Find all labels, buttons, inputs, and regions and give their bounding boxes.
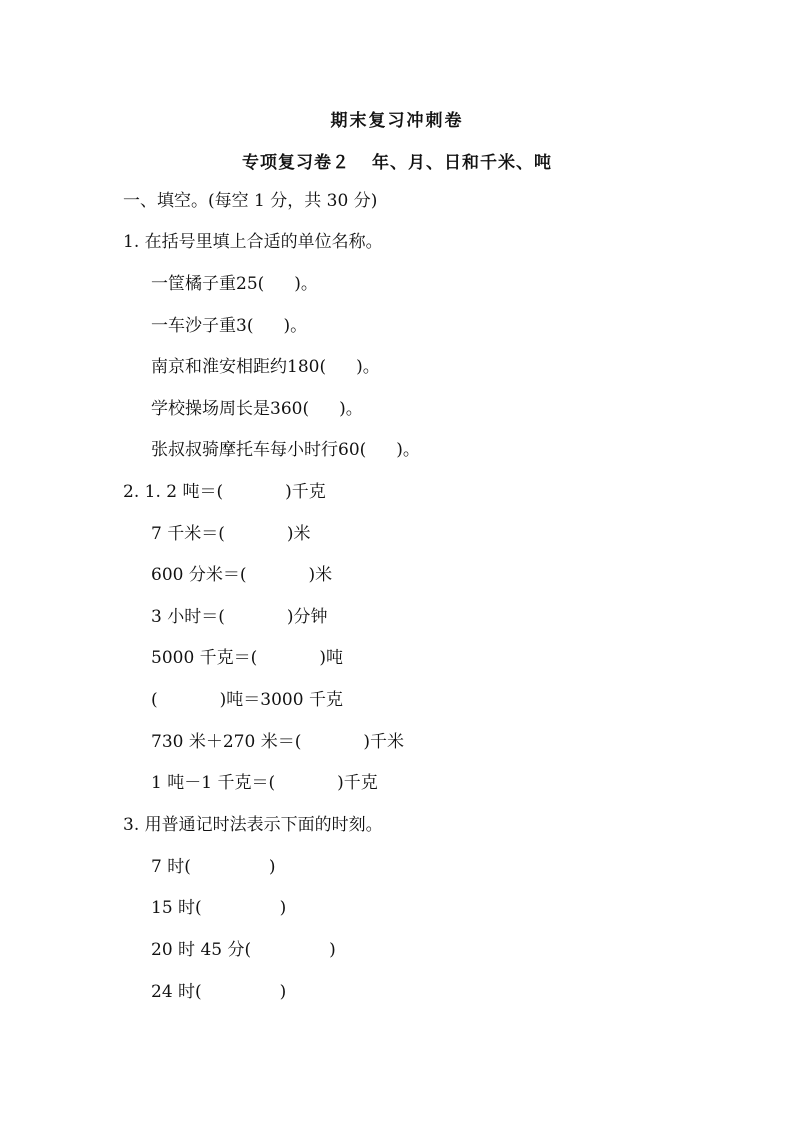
subtitle-left: 专项复习卷２: [242, 153, 350, 173]
q1-item: 一车沙子重3( )。: [151, 316, 308, 336]
q1-item: 一筐橘子重25( )。: [151, 274, 318, 294]
q2-item: 730 米＋270 米＝( )千米: [151, 732, 404, 752]
question-2-item: 2. 1. 2 吨＝( )千克: [123, 482, 326, 502]
q2-item: 600 分米＝( )米: [151, 565, 333, 585]
question-1-stem: 1. 在括号里填上合适的单位名称。: [123, 232, 383, 252]
q3-item: 24 时( ): [151, 982, 287, 1002]
q2-item: 7 千米＝( )米: [151, 524, 311, 544]
q2-item: 5000 千克＝( )吨: [151, 648, 343, 668]
question-3-stem: 3. 用普通记时法表示下面的时刻。: [123, 815, 383, 835]
q1-item: 学校操场周长是360( )。: [151, 399, 363, 419]
q1-item: 南京和淮安相距约180( )。: [151, 357, 380, 377]
q3-item: 7 时( ): [151, 857, 276, 877]
q2-item: 3 小时＝( )分钟: [151, 607, 328, 627]
page-title: 期末复习冲刺卷: [330, 111, 464, 131]
q1-item: 张叔叔骑摩托车每小时行60( )。: [151, 440, 420, 460]
q2-item: ( )吨＝3000 千克: [151, 690, 343, 710]
page-subtitle: [0, 148, 794, 173]
q3-item: 15 时( ): [151, 898, 287, 918]
section-heading: 一、填空。(每空 1 分，共 30 分): [123, 191, 378, 211]
q2-item: 1 吨－1 千克＝( )千克: [151, 773, 378, 793]
subtitle-right: 年、月、日和千米、吨: [372, 153, 552, 173]
q3-item: 20 时 45 分( ): [151, 940, 336, 960]
